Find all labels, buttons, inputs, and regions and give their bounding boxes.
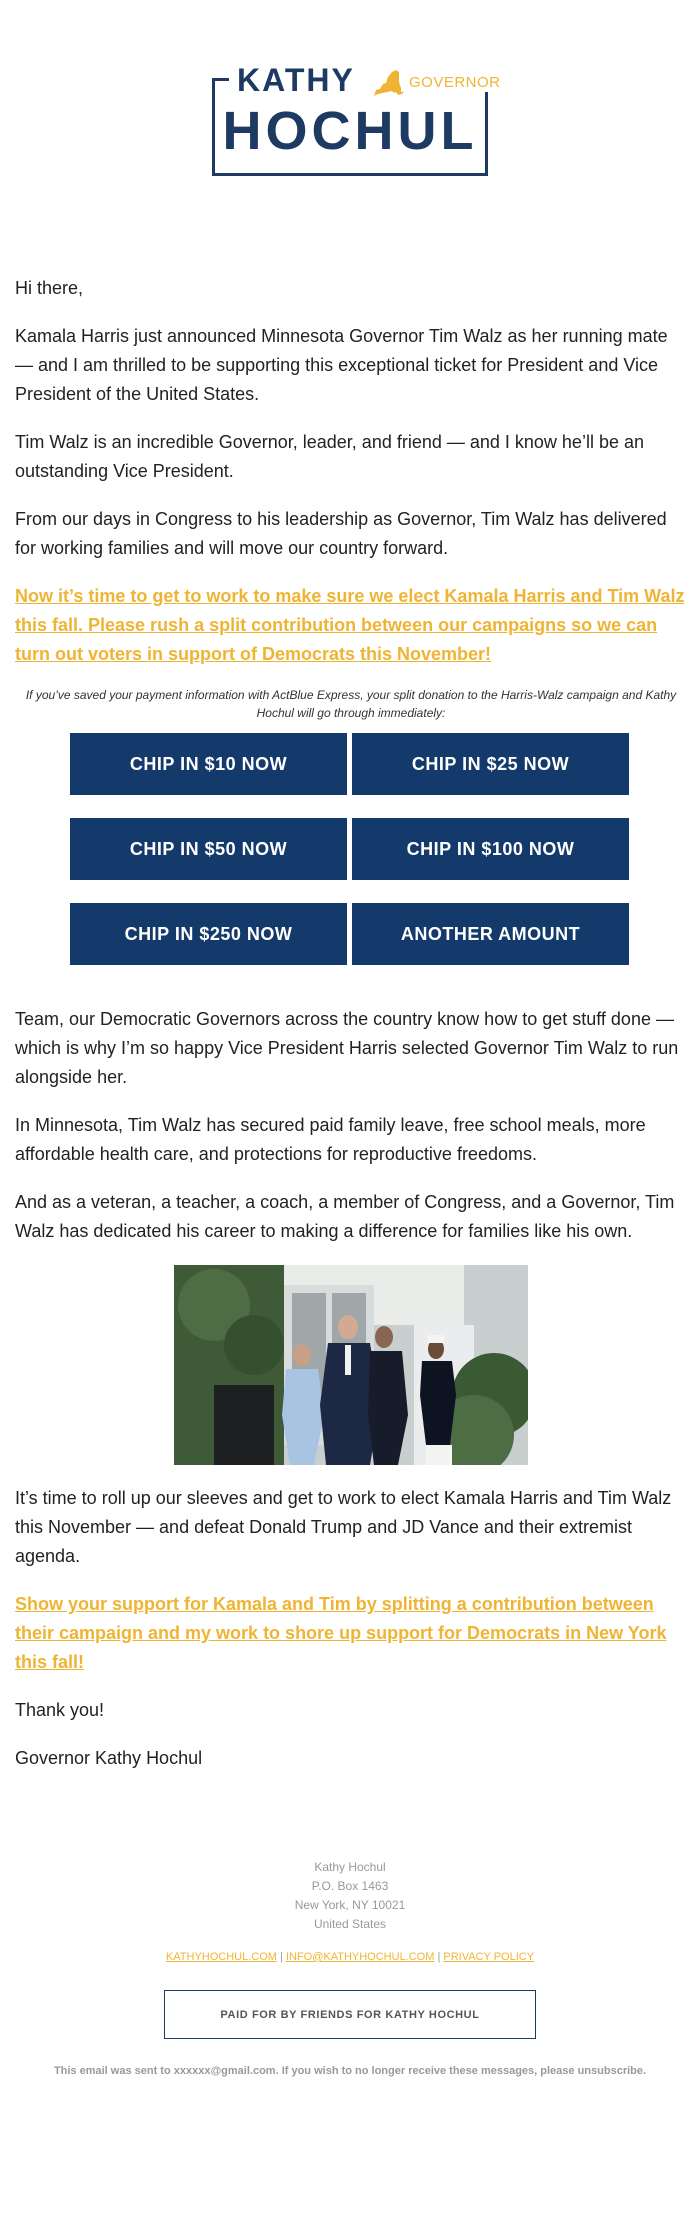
paragraph-friend: Tim Walz is an incredible Governor, leader, and friend — and I know he’ll be an outstanding Vice President. (15, 432, 644, 481)
footer-link-privacy[interactable]: PRIVACY POLICY (443, 1951, 535, 1963)
donation-button-grid (70, 733, 632, 965)
greeting: Hi there, (15, 278, 84, 298)
paragraph-congress: From our days in Congress to his leadership as Governor, Tim Walz has delivered for working families and will move our country forward. (15, 509, 667, 558)
paragraph-minnesota: In Minnesota, Tim Walz has secured paid family leave, free school meals, more affordable health care, and protections for reproductive freedoms. (15, 1115, 646, 1164)
logo-first-name: KATHY (233, 64, 359, 96)
footer-link-separator: | (437, 1951, 441, 1963)
chip-in-50-button[interactable]: CHIP IN $50 NOW (70, 818, 347, 880)
chip-in-25-button[interactable]: CHIP IN $25 NOW (352, 733, 629, 795)
cta-link-split-contribution[interactable]: Now it’s time to get to work to make sure we elect Kamala Harris and Tim Walz this fall. Please rush a split contribution between our campaigns so we can turn out voters in support of Democrats this November! (15, 586, 685, 664)
chip-in-10-button[interactable]: CHIP IN $10 NOW (70, 733, 347, 795)
footer-org: Kathy Hochul (314, 1860, 386, 1874)
paragraph-announcement: Kamala Harris just announced Minnesota Governor Tim Walz as her running mate — and I am thrilled to be supporting this exceptional ticket for President and Vice President of the United States. (15, 326, 668, 404)
another-amount-button[interactable]: ANOTHER AMOUNT (352, 903, 629, 965)
logo[interactable] (0, 62, 700, 178)
new-york-state-icon (370, 68, 406, 100)
paragraph-veteran: And as a veteran, a teacher, a coach, a member of Congress, and a Governor, Tim Walz has dedicated his career to making a difference for families like his own. (15, 1192, 675, 1241)
unsubscribe-notice[interactable]: This email was sent to xxxxxx@gmail.com. If you wish to no longer receive these messages, please unsubscribe. (53, 2065, 647, 2077)
paragraph-roll-up-sleeves: It’s time to roll up our sleeves and get to work to elect Kamala Harris and Tim Walz this November — and defeat Donald Trump and JD Vance and their extremist agenda. (15, 1488, 672, 1566)
logo-frame-top-left (215, 78, 229, 81)
signature: Governor Kathy Hochul (15, 1748, 203, 1768)
walz-hochul-photo (174, 1265, 528, 1465)
email-body (15, 274, 687, 1792)
paragraph-governors: Team, our Democratic Governors across the country know how to get stuff done — which is why I’m so happy Vice President Harris selected Governor Tim Walz to run alongside her. (15, 1009, 679, 1087)
footer-country: United States (313, 1917, 387, 1931)
footer-city: New York, NY 10021 (294, 1898, 406, 1912)
footer-links (0, 1950, 700, 1964)
footer (0, 1858, 700, 2077)
cta-link-show-support[interactable]: Show your support for Kamala and Tim by splitting a contribution between their campaign and my work to shore up support for Democrats in New York this fall! (15, 1594, 667, 1672)
chip-in-100-button[interactable]: CHIP IN $100 NOW (352, 818, 629, 880)
chip-in-250-button[interactable]: CHIP IN $250 NOW (70, 903, 347, 965)
footer-po-box: P.O. Box 1463 (311, 1879, 389, 1893)
logo-frame (212, 62, 501, 176)
actblue-express-note: If you’ve saved your payment information with ActBlue Express, your split donation to the Harris-Walz campaign and Kathy Hochul will go through immediately: (25, 688, 677, 720)
logo-last-name: HOCHUL (222, 101, 478, 161)
closing: Thank you! (15, 1700, 105, 1720)
footer-link-separator: | (280, 1951, 283, 1963)
paid-for-disclaimer: PAID FOR BY FRIENDS FOR KATHY HOCHUL (164, 1990, 536, 2039)
footer-link-email[interactable]: INFO@KATHYHOCHUL.COM (285, 1951, 435, 1963)
logo-title: GOVERNOR (405, 74, 505, 92)
footer-link-website[interactable]: KATHYHOCHUL.COM (165, 1951, 277, 1963)
